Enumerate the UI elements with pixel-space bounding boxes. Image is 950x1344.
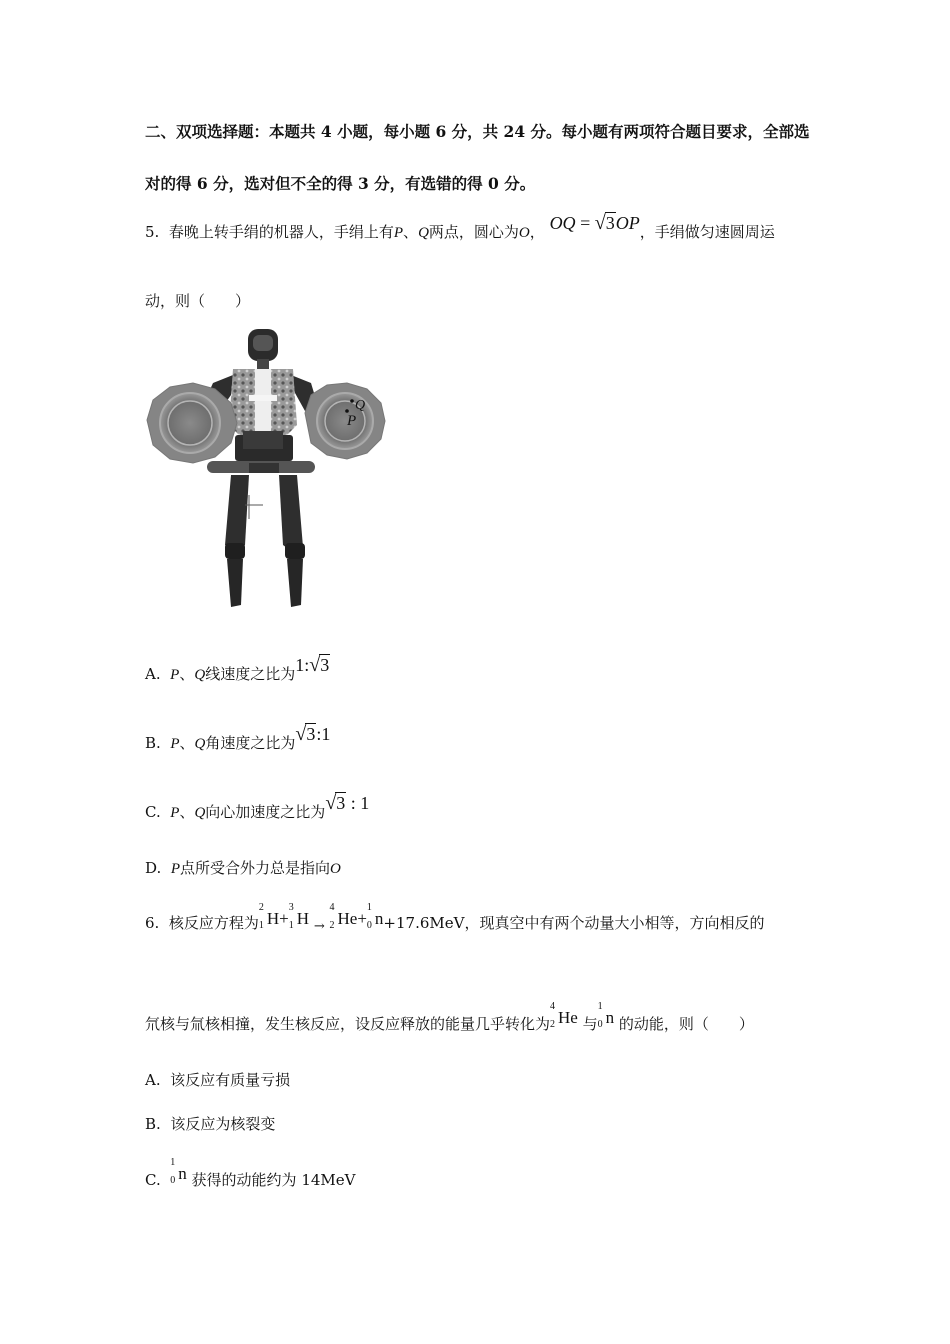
option-q: Q (194, 667, 206, 683)
nuclide-n: 1 0 n (170, 1157, 187, 1186)
q5-text-a: 春晚上转手绢的机器人，手绢上有 (168, 223, 394, 241)
nuclide-he4: 4 2 He (550, 1001, 578, 1030)
option-label: C. (145, 803, 161, 821)
q6-stem-line1 (145, 902, 765, 934)
nuclide-h2: 2 1 H (258, 902, 280, 931)
point-q-label: Q (355, 398, 366, 413)
q5-o: O (518, 225, 530, 241)
section-heading-line1: 二、双项选择题：本题共 4 小题，每小题 6 分，共 24 分。每小题有两项符合题目要求，全部选 (145, 122, 810, 141)
option-label: B. (145, 734, 161, 752)
right-handkerchief (305, 383, 385, 459)
q5-option-c[interactable] (145, 792, 370, 823)
option-math-rad: 3 (320, 655, 330, 675)
option-p: P (170, 805, 180, 821)
q5-option-a[interactable] (145, 654, 330, 685)
plus-sign: + (357, 909, 367, 928)
q5-eq-sqrt: √3 (594, 212, 615, 234)
q5-q: Q (418, 225, 429, 241)
option-math-rad: 3 (336, 793, 346, 813)
option-p: P (170, 667, 180, 683)
q6-option-b[interactable] (145, 1113, 275, 1134)
option-a-math: 1:√3 (295, 654, 330, 676)
option-q: Q (194, 805, 206, 821)
q6-text-b: +17.6MeV，现真空中有两个动量大小相等，方向相反的 (383, 914, 765, 932)
option-text: 该反应为核裂变 (170, 1115, 276, 1133)
option-text: 角速度之比为 (205, 734, 296, 752)
q6-stem-line2 (145, 1001, 754, 1034)
q5-text-c: ，手绢做匀速圆周运 (639, 223, 775, 241)
q5-option-d[interactable] (145, 857, 341, 878)
point-q-dot (350, 399, 354, 403)
option-label: A. (145, 665, 161, 683)
nuclide-n: 1 0 n (597, 1001, 615, 1030)
q5-stem-line2: 动，则（ ） (145, 292, 251, 310)
option-p: P (170, 861, 180, 877)
q5-eq-radicand: 3 (605, 213, 615, 233)
option-text: 获得的动能约为 14MeV (191, 1171, 356, 1189)
option-b-math: √3:1 (295, 723, 331, 745)
option-text: 线速度之比为 (205, 665, 296, 683)
q5-eq-rhs: OP (615, 213, 640, 233)
q5-eq-lhs: OQ (549, 213, 576, 233)
nuclide-h3: 3 1 H (288, 902, 310, 931)
q5-comma: ， (529, 223, 545, 241)
option-text: 点所受合外力总是指向 (179, 859, 330, 877)
q5-option-b[interactable] (145, 723, 331, 754)
q5-number: 5. (145, 223, 160, 241)
option-label: D. (145, 859, 162, 877)
q5-eq-mid: = (575, 213, 595, 233)
plus-sign: + (279, 909, 289, 928)
q6-option-c[interactable] (145, 1157, 356, 1190)
q6-and: 与 (582, 1015, 598, 1033)
option-math-pre: 1: (295, 655, 310, 675)
section-heading-line2: 对的得 6 分，选对但不全的得 3 分，有选错的得 0 分。 (145, 174, 536, 193)
q6-text-a: 核反应方程为 (168, 914, 259, 932)
arrow-icon: → (313, 919, 325, 934)
option-o: O (330, 861, 341, 877)
q5-equation (550, 213, 640, 233)
q6-number: 6. (145, 914, 160, 932)
q5-p: P (393, 225, 404, 241)
q6-option-a[interactable] (145, 1069, 290, 1090)
option-text: 该反应有质量亏损 (170, 1071, 291, 1089)
option-text: 向心加速度之比为 (205, 803, 326, 821)
option-math-post: :1 (316, 724, 331, 744)
option-label: B. (145, 1115, 161, 1133)
q5-sep: 、 (403, 223, 419, 241)
option-sep: 、 (179, 665, 195, 683)
option-sep: 、 (179, 734, 195, 752)
point-p-label: P (347, 413, 357, 429)
option-math-rad: 3 (306, 724, 316, 744)
q5-text-b: 两点，圆心为 (428, 223, 519, 241)
q5-stem-line1 (145, 212, 775, 243)
robot-figure (145, 325, 395, 610)
option-label: A. (145, 1071, 161, 1089)
option-sep: 、 (179, 803, 195, 821)
nuclide-n: 1 0 n (366, 902, 384, 931)
option-math-post: : 1 (346, 793, 370, 813)
option-p: P (170, 736, 180, 752)
option-q: Q (194, 736, 206, 752)
option-label: C. (145, 1171, 161, 1189)
q6-line2-a: 氘核与氚核相撞，发生核反应，设反应释放的能量几乎转化为 (145, 1015, 551, 1033)
option-c-math: √3 : 1 (325, 792, 370, 814)
q6-line2-b: 的动能，则（ ） (618, 1015, 754, 1033)
nuclide-he4: 4 2 He (329, 902, 358, 931)
